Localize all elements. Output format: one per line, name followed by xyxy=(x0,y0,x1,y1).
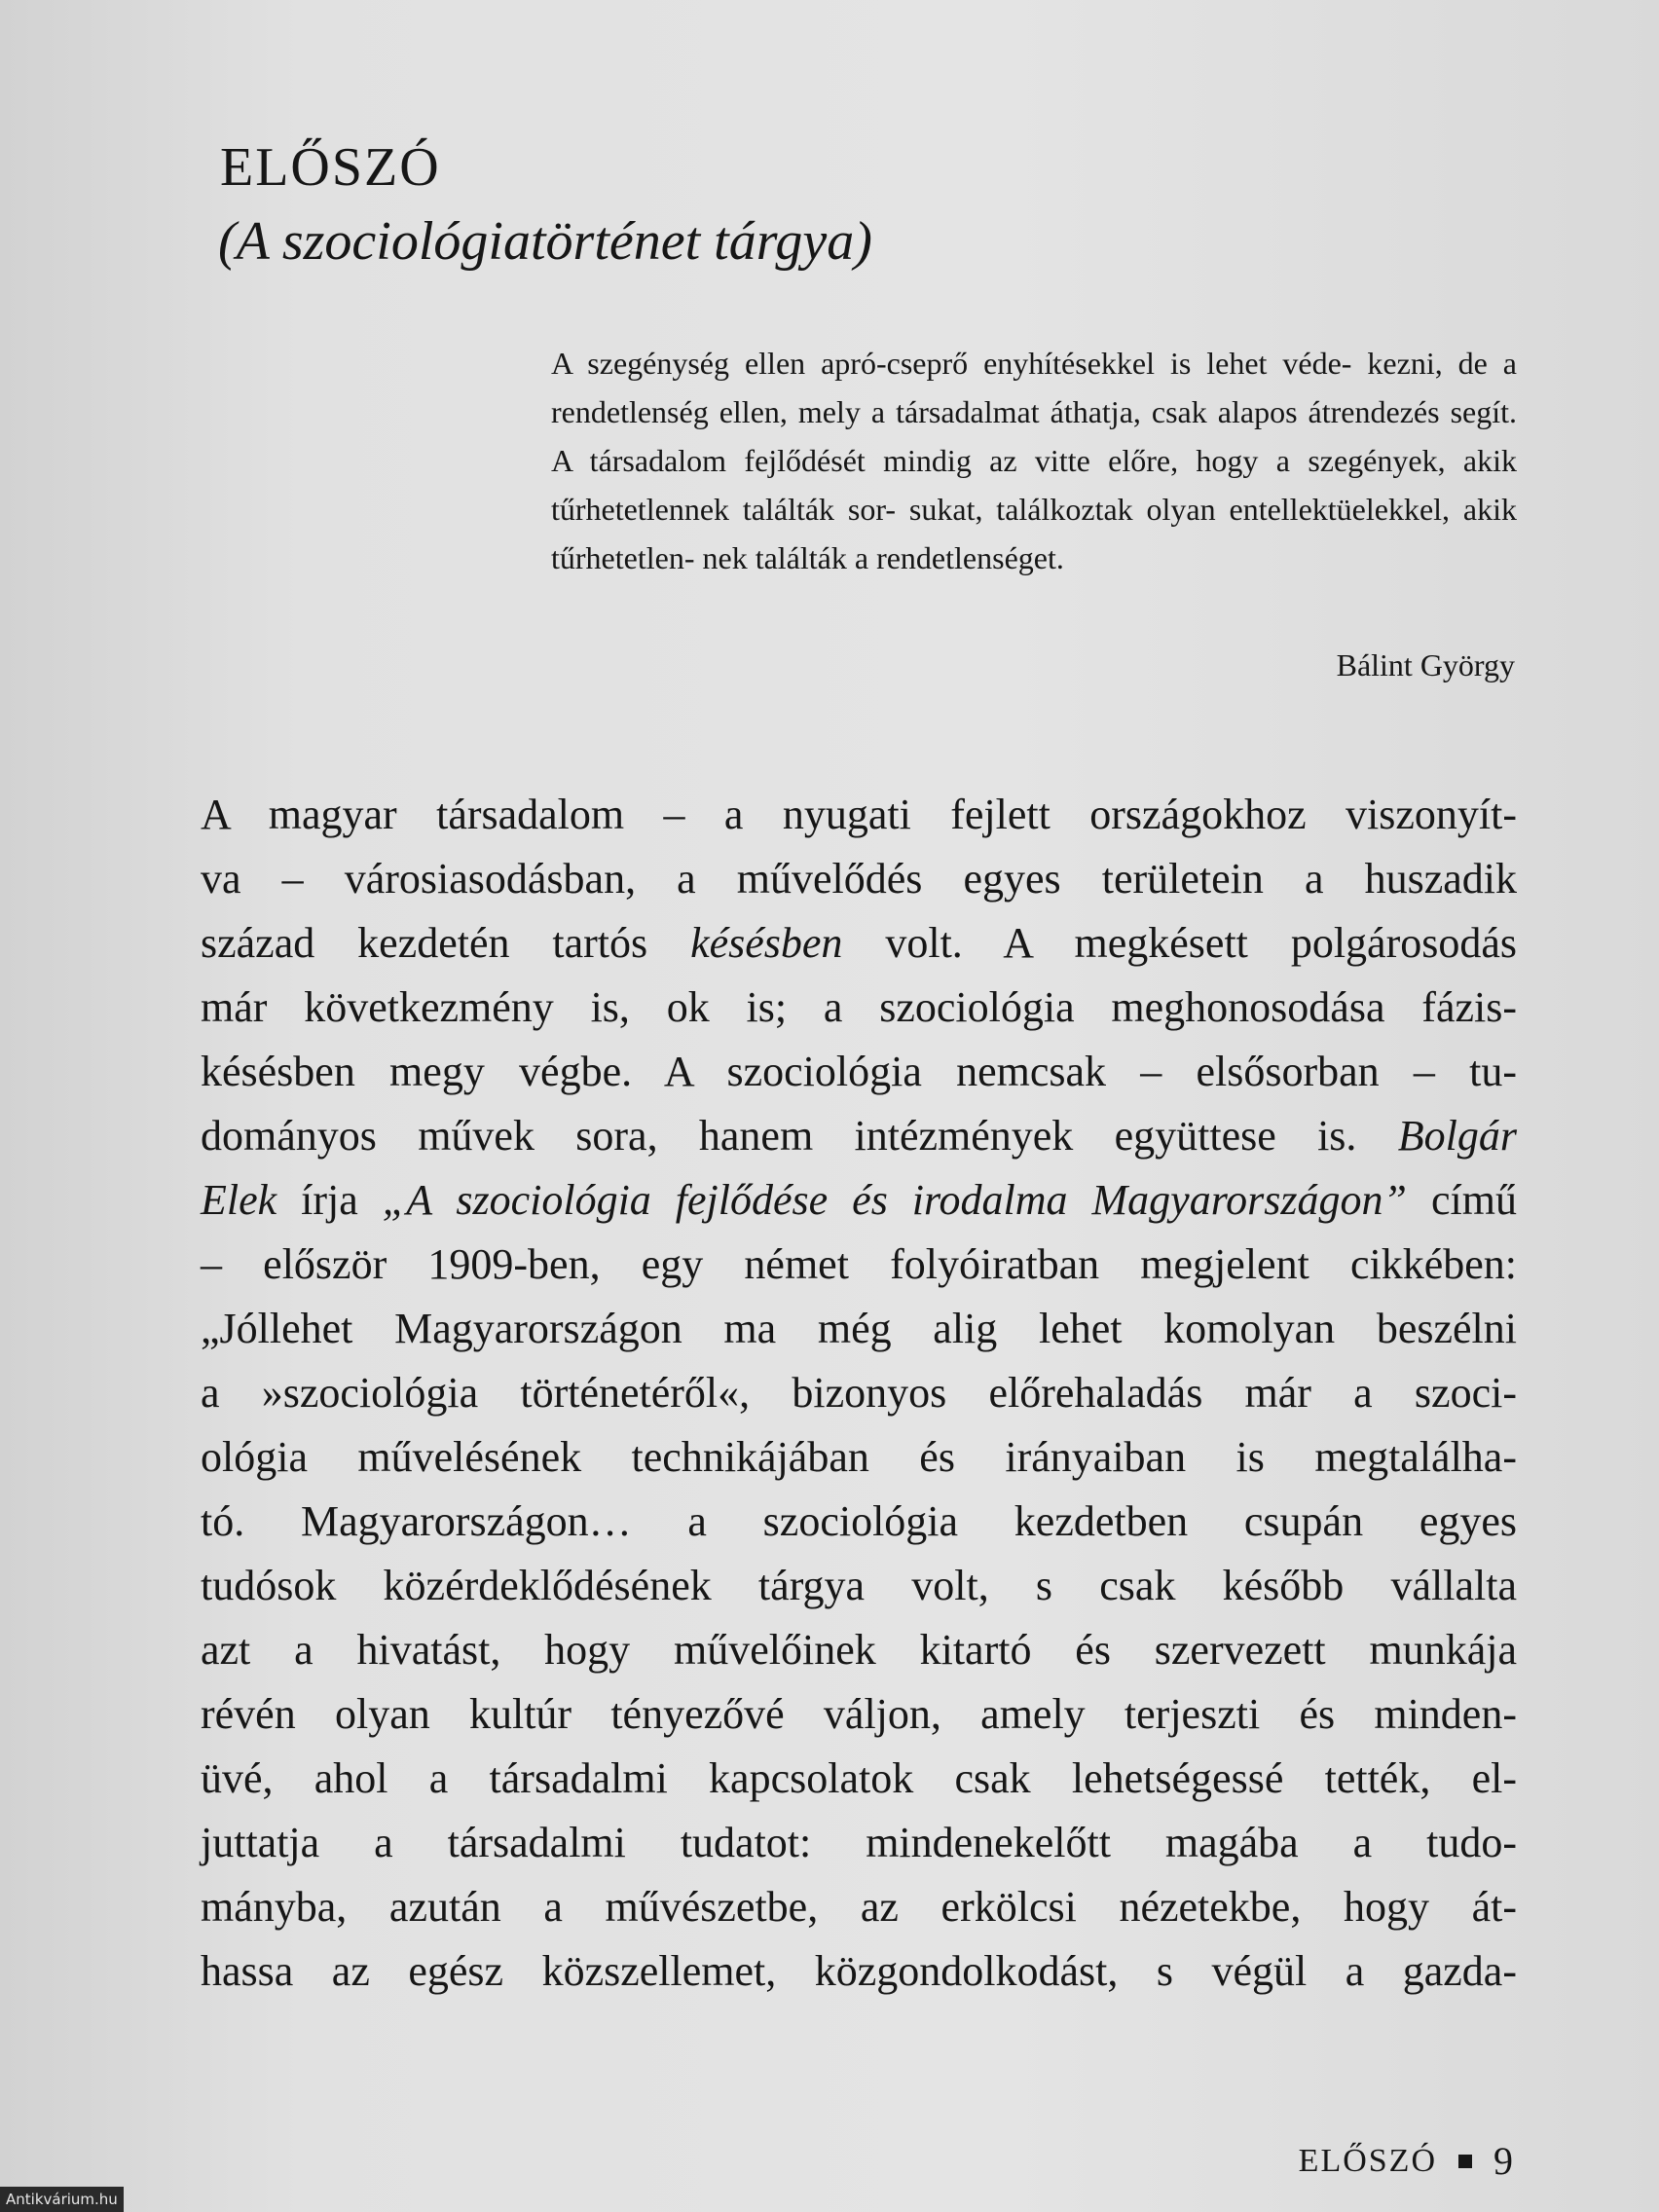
body-line-text: azt a hivatást, hogy művelőinek kitartó és szervezett munkája xyxy=(201,1626,1517,1674)
body-line-text: ológia művelésének technikájában és irányaiban is megtalálha- xyxy=(201,1433,1517,1481)
square-bullet-icon xyxy=(1458,2155,1472,2168)
body-line xyxy=(201,783,1517,847)
epigraph-line: sukat, találkoztak olyan entellektüelekkel, akik tűrhetetlen- xyxy=(551,492,1518,575)
body-line xyxy=(201,1682,1517,1747)
body-line xyxy=(201,1425,1517,1490)
epigraph-line: alapos átrendezés segít. A társadalom fejlődését mindig az xyxy=(551,394,1518,478)
body-line-text: juttatja a társadalmi tudatot: mindenekelőtt magába a tudo- xyxy=(201,1819,1517,1866)
body-line xyxy=(201,847,1517,911)
body-line-text: írja xyxy=(276,1176,383,1224)
body-line-text: a »szociológia történetéről«, bizonyos előrehaladás már a szoci- xyxy=(201,1369,1517,1417)
body-line xyxy=(201,1939,1517,2004)
author-name-text: Elek xyxy=(201,1176,277,1224)
body-line xyxy=(201,1040,1517,1104)
epigraph xyxy=(551,339,1517,582)
chapter-title: ELŐSZÓ xyxy=(220,137,441,198)
body-line-text: tó. Magyarországon… a szociológia kezdetben csupán egyes xyxy=(201,1497,1517,1545)
page-footer xyxy=(1299,2138,1513,2184)
epigraph-line: nek találták a rendetlenséget. xyxy=(702,540,1064,575)
author-name-text: Bolgár xyxy=(1397,1112,1517,1160)
chapter-subtitle: (A szociológiatörténet tárgya) xyxy=(218,211,872,272)
body-line xyxy=(201,911,1517,976)
body-line-text: volt. A megkésett polgárosodás xyxy=(842,919,1517,967)
body-line-text: A magyar társadalom – a nyugati fejlett országokhoz viszonyít- xyxy=(201,791,1517,838)
body-line xyxy=(201,1361,1517,1425)
body-line-text: „Jóllehet Magyarországon ma még alig lehet komolyan beszélni xyxy=(201,1305,1517,1352)
epigraph-author: Bálint György xyxy=(1336,647,1515,682)
body-line xyxy=(201,1554,1517,1618)
work-title-text: „A szociológia fejlődése és irodalma Magyarországon” xyxy=(382,1176,1408,1224)
body-line-text: század kezdetén tartós xyxy=(201,919,691,967)
running-head: ELŐSZÓ xyxy=(1298,2142,1437,2179)
body-line-text: va – városiasodásban, a művelődés egyes területein a huszadik xyxy=(201,855,1517,903)
body-line xyxy=(201,1490,1517,1554)
body-line xyxy=(201,1168,1517,1233)
page-number: 9 xyxy=(1493,2139,1513,2183)
body-line xyxy=(201,1811,1517,1875)
body-line xyxy=(201,1233,1517,1297)
body-text xyxy=(201,783,1517,2004)
body-line xyxy=(201,1618,1517,1682)
body-line-text: üvé, ahol a társadalmi kapcsolatok csak lehetségessé tették, el- xyxy=(201,1754,1517,1802)
body-line xyxy=(201,1104,1517,1168)
body-line xyxy=(201,1875,1517,1939)
epigraph-line: vitte előre, hogy a szegények, akik tűrhetetlennek találták sor- xyxy=(551,443,1518,527)
body-line xyxy=(201,1297,1517,1361)
body-line xyxy=(201,976,1517,1040)
emphasis-text: késésben xyxy=(690,919,843,967)
watermark: Antikvárium.hu xyxy=(0,2187,124,2212)
body-line-text: mányba, azután a művészetbe, az erkölcsi nézetekbe, hogy át- xyxy=(201,1883,1517,1931)
epigraph-line: kezni, de a rendetlenség ellen, mely a társadalmat áthatja, csak xyxy=(551,346,1518,429)
body-line-text: dományos művek sora, hanem intézmények együttese is. xyxy=(201,1112,1398,1160)
body-line-text: késésben megy végbe. A szociológia nemcsak – elsősorban – tu- xyxy=(201,1048,1517,1095)
body-line-text: tudósok közérdeklődésének tárgya volt, s csak később vállalta xyxy=(201,1562,1517,1609)
body-line-text: hassa az egész közszellemet, közgondolkodást, s végül a gazda- xyxy=(201,1947,1517,1995)
body-line-text: – először 1909-ben, egy német folyóiratban megjelent cikkében: xyxy=(201,1240,1517,1288)
body-line xyxy=(201,1747,1517,1811)
body-line-text: révén olyan kultúr tényezővé váljon, amely terjeszti és minden- xyxy=(201,1690,1517,1738)
body-line-text: már következmény is, ok is; a szociológia meghonosodása fázis- xyxy=(201,983,1517,1031)
epigraph-line: A szegénység ellen apró-cseprő enyhítésekkel is lehet véde- xyxy=(551,346,1352,381)
body-line-text: című xyxy=(1407,1176,1518,1224)
